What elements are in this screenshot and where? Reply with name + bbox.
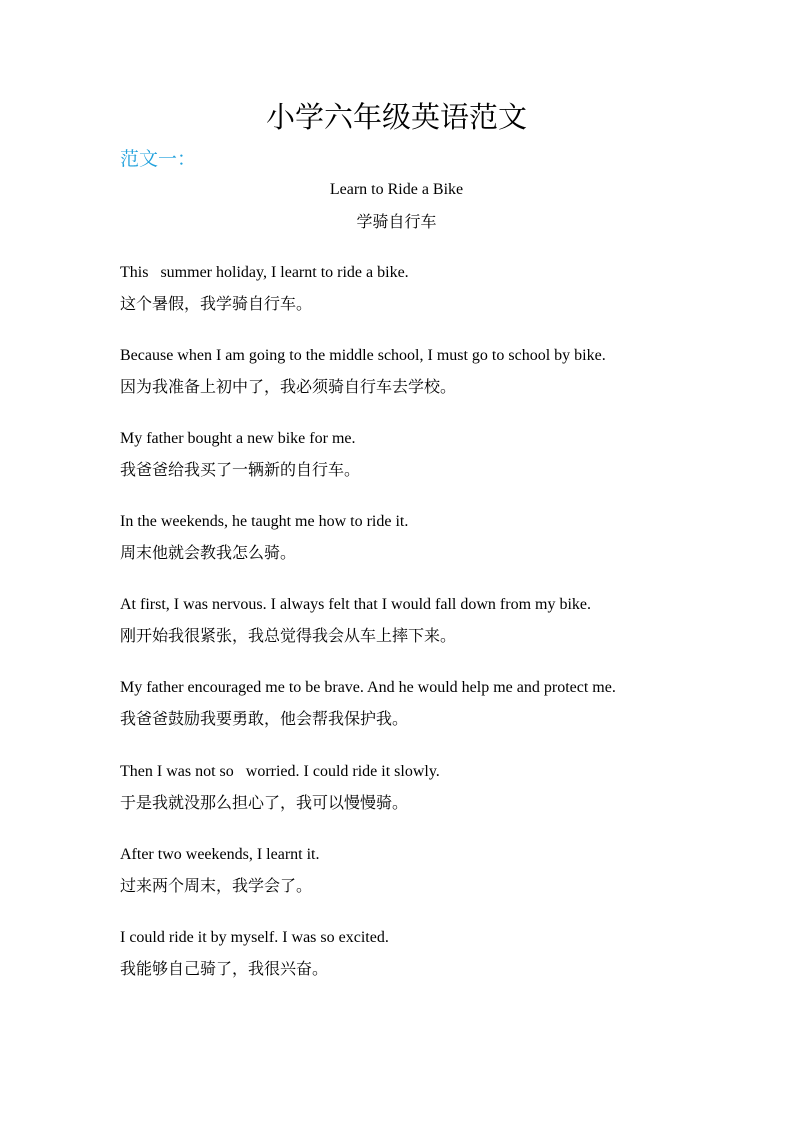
sentence-english: My father bought a new bike for me. (120, 430, 356, 447)
sentence-pair (120, 595, 720, 647)
sentence-english: At first, I was nervous. I always felt that I would fall down from my bike. (120, 596, 592, 613)
sentence-pair (120, 263, 720, 315)
sentence-english: This summer holiday, I learnt to ride a bike. (120, 264, 409, 281)
sentence-chinese: 于是我就没那么担心了，我可以慢慢骑。 (120, 793, 409, 812)
essay-title-english: Learn to Ride a Bike (329, 181, 464, 198)
sentence-english: Then I was not so worried. I could ride it slowly. (120, 763, 440, 780)
sentence-english: My father encouraged me to be brave. And he would help me and protect me. (120, 679, 616, 696)
sentence-pair (120, 512, 720, 564)
sentence-english: I could ride it by myself. I was so excited. (120, 929, 389, 946)
sentence-chinese: 我爸爸给我买了一辆新的自行车。 (120, 460, 361, 479)
sentence-pair (120, 928, 720, 980)
sentence-chinese: 我能够自己骑了，我很兴奋。 (120, 959, 329, 978)
sentence-chinese: 我爸爸鼓励我要勇敢，他会帮我保护我。 (120, 709, 409, 728)
sentence-pair (120, 762, 720, 814)
sentence-chinese: 过来两个周末，我学会了。 (120, 876, 313, 895)
section-heading: 范文一： (120, 148, 197, 170)
sentence-chinese: 因为我准备上初中了，我必须骑自行车去学校。 (120, 377, 457, 396)
sentence-chinese: 刚开始我很紧张，我总觉得我会从车上摔下来。 (120, 626, 457, 645)
sentence-pair (120, 845, 720, 897)
essay-title-chinese: 学骑自行车 (356, 212, 437, 231)
sentence-english: In the weekends, he taught me how to ride it. (120, 513, 409, 530)
sentence-english: Because when I am going to the middle school, I must go to school by bike. (120, 347, 606, 364)
sentence-english: After two weekends, I learnt it. (120, 846, 320, 863)
sentence-pair (120, 678, 720, 730)
sentence-pair (120, 429, 720, 481)
sentence-chinese: 周末他就会教我怎么骑。 (120, 543, 297, 562)
sentence-pair (120, 346, 720, 398)
document-title: 小学六年级英语范文 (265, 100, 527, 134)
sentence-chinese: 这个暑假，我学骑自行车。 (120, 294, 313, 313)
